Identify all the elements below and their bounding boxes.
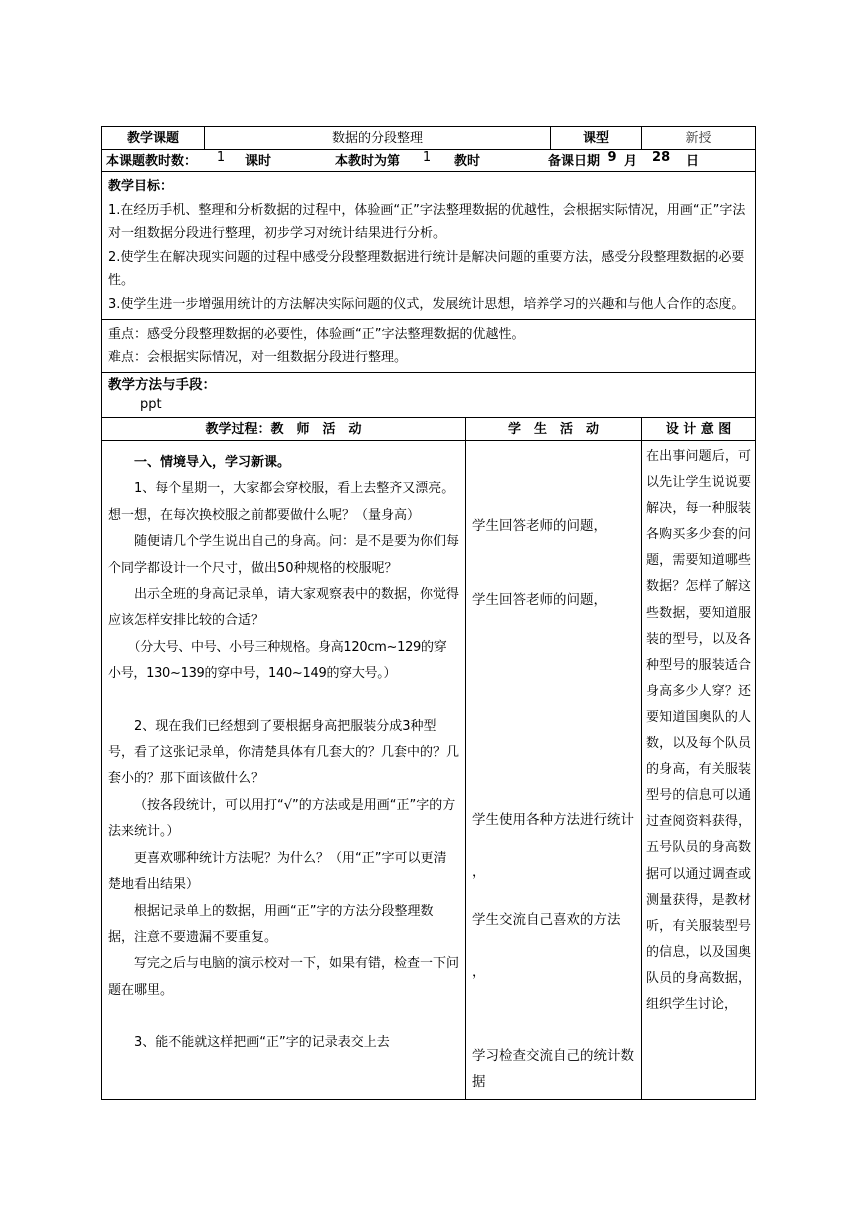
type-label: 课型 — [551, 127, 642, 150]
hours-unit-1: 课时 — [245, 154, 272, 169]
design-intent: 在出事问题后，可以先让学生说说要解决，每一种服装各购买多少套的问题，需要知道哪些数据？怎样了解这些数据，要知道服装的型号，以及各种型号的服装适合身高多少人穿？还要知道国奥队的人数，以及每个队员的身高，有关服装型号的信息可以通过查阅资料获得，五号队员的身高数据可以通过调查或测量获得，是教材听，有关服装型号的信息，以及国奥队员的身高数据，组织学生讨论， — [642, 441, 756, 1100]
teacher-step: （分大号、中号、小号三种规格。身高120cm~129的穿小号，130~139的穿中号，140~149的穿大号。） — [108, 639, 447, 682]
process-header-row — [102, 418, 756, 441]
methods-label: 教学方法与手段： — [108, 377, 216, 393]
student-column-header: 学 生 活 动 — [466, 418, 642, 441]
goals-row — [102, 172, 756, 320]
difficulty-point: 难点：会根据实际情况，对一组数据分段进行整理。 — [108, 350, 408, 365]
teacher-step: 根据记录单上的数据，用画“正”字的方法分段整理数据，注意不要遗漏不要重复。 — [108, 903, 434, 945]
student-activity — [466, 441, 642, 1100]
teacher-step: 2、现在我们已经想到了要根据身高把服装分成3种型号，看了这张记录单，你清楚具体有几套大的？几套中的？几套小的？那下面该做什么？ — [108, 718, 460, 787]
hours-unit-2: 教时 — [454, 154, 481, 169]
date-day: 28 — [652, 150, 671, 165]
date-label: 备课日期 — [548, 154, 601, 169]
section-heading: 一、情境导入，学习新课。 — [134, 455, 291, 470]
key-point: 重点：感受分段整理数据的必要性，体验画“正”字法整理数据的优越性。 — [108, 327, 525, 342]
current-hour-value: 1 — [422, 150, 432, 165]
design-column-header: 设 计 意 图 — [642, 418, 756, 441]
teacher-column-header: 教学过程：教 师 活 动 — [102, 418, 466, 441]
hours-row — [102, 150, 756, 172]
student-step: 学习检查交流自己的统计数据 — [472, 1048, 634, 1090]
topic-value: 数据的分段整理 — [205, 127, 551, 150]
teacher-activity — [102, 441, 466, 1100]
teacher-step: 写完之后与电脑的演示校对一下，如果有错，检查一下问题在哪里。 — [108, 956, 460, 998]
student-step: 学生交流自己喜欢的方法 — [472, 912, 621, 928]
lesson-plan-table — [101, 126, 756, 1100]
hours-line — [102, 150, 755, 169]
total-hours-value: 1 — [216, 150, 226, 165]
teacher-step: 随便请几个学生说出自己的身高。问：是不是要为你们每个同学都设计一个尺寸，做出50种规格的校服呢？ — [108, 534, 460, 576]
total-hours-label: 本课题教时数： — [106, 154, 198, 169]
student-step: ， — [472, 964, 486, 980]
process-body-row — [102, 441, 756, 1100]
type-value: 新授 — [642, 127, 756, 150]
goal-item-3: 3.使学生进一步增强用统计的方法解决实际问题的仪式，发展统计思想，培养学习的兴趣和与他人合作的态度。 — [108, 296, 745, 312]
goal-item-1: 1.在经历手机、整理和分析数据的过程中，体验画“正”字法整理数据的优越性，会根据实际情况，用画“正”字法对一组数据分段进行整理，初步学习对统计结果进行分析。 — [108, 202, 746, 241]
teacher-step: 出示全班的身高记录单，请大家观察表中的数据，你觉得应该怎样安排比较的合适？ — [108, 587, 460, 629]
topic-label: 教学课题 — [102, 127, 205, 150]
teacher-step: 3、能不能就这样把画“正”字的记录表交上去 — [134, 1035, 390, 1051]
teacher-step: 1、每个星期一，大家都会穿校服，看上去整齐又漂亮。想一想，在每次换校服之前都要做什么呢？（量身高） — [108, 481, 455, 523]
date-month-unit: 月 — [624, 154, 638, 169]
student-step: 学生使用各种方法进行统计 — [472, 812, 634, 828]
keys-row — [102, 320, 756, 373]
student-step: 学生回答老师的问题， — [472, 518, 607, 534]
teacher-step: （按各段统计，可以用打“√”的方法或是用画“正”字的方法来统计。） — [108, 797, 456, 840]
goal-item-2: 2.使学生在解决现实问题的过程中感受分段整理数据进行统计是解决问题的重要方法，感受分段整理数据的必要性。 — [108, 249, 745, 288]
current-hour-label: 本教时为第 — [335, 154, 401, 169]
methods-value: ppt — [140, 397, 162, 412]
teacher-step: 更喜欢哪种统计方法呢？为什么？（用“正”字可以更清楚地看出结果） — [108, 850, 447, 893]
student-step: 学生回答老师的问题， — [472, 592, 607, 608]
date-month: 9 — [607, 150, 617, 165]
lesson-plan — [101, 126, 755, 1100]
date-day-unit: 日 — [686, 154, 700, 169]
title-row — [102, 127, 756, 150]
methods-row — [102, 373, 756, 418]
student-step: ， — [472, 864, 486, 880]
goals-label: 教学目标： — [108, 179, 174, 194]
